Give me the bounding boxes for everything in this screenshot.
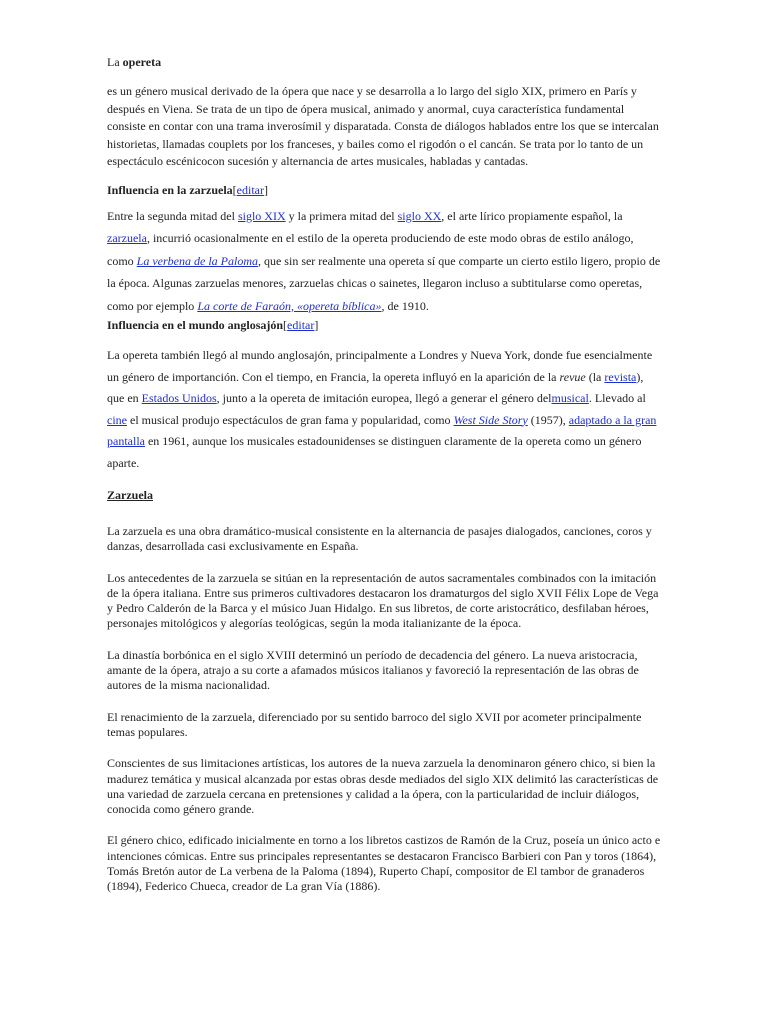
zarzuela-paragraph-5: Conscientes de sus limitaciones artísticas, los autores de la nueva zarzuela la denominaron género chico, si bien la madurez temática y musical alcanzada por estas obras desde mediados del siglo XIX delimitó las características de una variedad de zarzuela cercana en pretensiones y calidad a la ópera, con la particularidad de incluir diálogos, conocida como género grande. xyxy=(107,756,659,817)
link-revista[interactable]: revista xyxy=(604,369,637,384)
title-bold: opereta xyxy=(122,55,162,69)
text-segment: , incurrió ocasionalmente en el estilo de la opereta produciendo de este modo obras de estilo análogo, como xyxy=(107,231,634,268)
zarzuela-paragraph-1: La zarzuela es una obra dramático-musical consistente en la alternancia de pasajes dialogados, canciones, coros y danzas, desarrollada casi exclusivamente en España. xyxy=(107,524,652,554)
edit-open-bracket: [ xyxy=(283,318,288,332)
text-segment: ), que en xyxy=(107,369,644,405)
document-page xyxy=(107,54,663,895)
text-segment: el musical produjo espectáculos de gran fama y popularidad, como xyxy=(127,412,454,427)
text-segment: en 1961, aunque los musicales estadounidenses se distinguen claramente de la opereta como un género aparte. xyxy=(107,434,642,470)
text-segment: (la xyxy=(585,369,605,384)
text-segment: Entre la segunda mitad del xyxy=(107,208,238,223)
link-siglo-xx[interactable]: siglo XX xyxy=(397,208,442,223)
link-zarzuela[interactable]: zarzuela xyxy=(107,231,147,245)
edit-link[interactable]: editar xyxy=(287,318,315,332)
text-segment: , que sin ser realmente una opereta sí que comparte un cierto estilo ligero, propio de la época. Algunas zarzuelas menores, zarzuelas chicas o sainetes, llegaron incluso a subtitularse como operetas, como por ejemplo xyxy=(107,253,661,313)
heading-influencia-anglosajon xyxy=(107,317,663,334)
link-west-side-story[interactable]: West Side Story xyxy=(453,412,528,427)
revue-text: revue xyxy=(559,369,586,384)
zarzuela-paragraph-3: La dinastía borbónica en el siglo XVIII determinó un período de decadencia del género. La nueva aristocracia, amante de la ópera, atrajo a su corte a afamados músicos italianos y favoreció la representación de las obras de autores de la misma nacionalidad. xyxy=(107,647,639,693)
link-musical[interactable]: musical xyxy=(551,391,589,405)
text-segment: , el arte lírico propiamente español, la xyxy=(441,208,623,223)
zarzuela-paragraph-4: El renacimiento de la zarzuela, diferenciado por su sentido barroco del siglo XVII por acometer principalmente temas populares. xyxy=(107,709,642,739)
edit-link[interactable]: editar xyxy=(236,182,264,197)
intro-section xyxy=(107,83,663,199)
title-prefix: La xyxy=(107,55,123,69)
link-adaptado-gran-pantalla[interactable]: adaptado a la gran pantalla xyxy=(107,412,657,448)
text-segment: . Llevado al xyxy=(588,391,646,405)
zarzuela-paragraph-6: El género chico, edificado inicialmente en torno a los libretos castizos de Ramón de la Cruz, poseía un único acto e intenciones cómicas. Entre sus principales representantes se destacaron Francisco Barbieri con Pan y toros (1864), Tomás Bretón autor de La verbena de la Paloma (1894), Ruperto Chapí, compositor de El tambor de granaderos (1894), Federico Chueca, creador de La gran Vía (1886). xyxy=(107,833,661,894)
anglosajon-paragraph xyxy=(107,345,663,474)
link-siglo-xix[interactable]: siglo XIX xyxy=(237,208,286,223)
heading-zarzuela: Zarzuela xyxy=(107,488,153,502)
link-corte-faraon[interactable]: La corte de Faraón, «opereta bíblica» xyxy=(197,298,382,313)
zarzuela-influence-paragraph xyxy=(107,205,663,318)
heading-text: Influencia en el mundo anglosajón xyxy=(107,318,284,332)
text-segment: y la primera mitad del xyxy=(285,208,398,223)
edit-close-bracket: ] xyxy=(263,182,268,197)
link-la-verbena[interactable]: La verbena de la Paloma xyxy=(136,253,258,268)
heading-influencia-zarzuela xyxy=(107,182,663,199)
text-segment: , de 1910. xyxy=(381,298,429,313)
zarzuela-paragraph-2: Los antecedentes de la zarzuela se sitúan en la representación de autos sacramentales combinados con la imitación de la ópera italiana. Entre sus primeros cultivadores destacaron los dramaturgos del siglo XVII Félix Lope de Vega y Pedro Calderón de la Barca y el músico Juan Hidalgo. En sus libretos, de corte aristocrático, desfilaban héroes, personajes mitológicos y alegorías teológicas, según la moda italianizante de la época. xyxy=(107,570,659,631)
link-cine[interactable]: cine xyxy=(107,412,127,427)
edit-close-bracket: ] xyxy=(314,318,319,332)
link-estados-unidos[interactable]: Estados Unidos xyxy=(141,391,217,405)
document-title xyxy=(107,54,663,70)
intro-paragraph: es un género musical derivado de la ópera que nace y se desarrolla a lo largo del siglo XIX, primero en París y después en Viena. Se trata de un tipo de ópera musical, animado y anormal, cuya característica fundamental consiste en contar con una trama inverosímil y disparatada. Consta de diálogos hablados entre los que se intercalan historietas, llamadas couplets por los franceses, y bailes como el rigodón o el cancán. Se trata por lo tanto de un espectáculo escénicocon sucesión y alternancia de artes musicales, habladas y cantadas. xyxy=(107,84,659,168)
heading-text: Influencia en la zarzuela xyxy=(107,182,233,197)
text-segment: La opereta también llegó al mundo anglosajón, principalmente a Londres y Nueva York, donde fue esencialmente un género de importanción. Con el tiempo, en Francia, la opereta influyó en la aparición de la xyxy=(107,348,653,384)
edit-open-bracket: [ xyxy=(232,182,237,197)
text-segment: , junto a la opereta de imitación europea, llegó a generar el género del xyxy=(216,391,552,405)
text-segment: (1957), xyxy=(527,412,569,427)
